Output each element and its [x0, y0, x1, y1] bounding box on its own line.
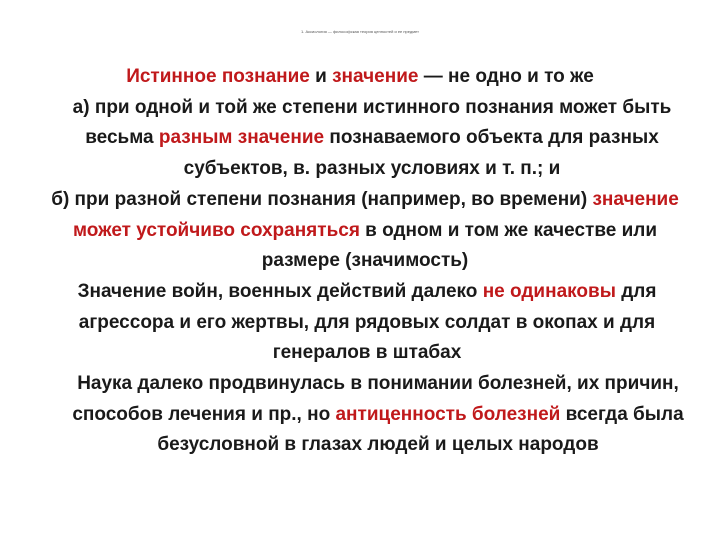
- paragraph-war: [22, 277, 698, 369]
- text-b-part2: в одном и том же качестве или размере (значимость): [261, 219, 658, 272]
- highlight-different-meaning: разным значение: [158, 127, 325, 149]
- highlight-meaning: значение: [332, 66, 419, 87]
- slide-title: 1. Аксиология — философская теория ценностей и ее предмет: [301, 29, 419, 34]
- slide-content: [22, 62, 698, 461]
- highlight-stable-meaning: значение может устойчиво сохраняться: [72, 188, 679, 241]
- paragraph-intro: [22, 62, 698, 93]
- text-war-part1: Значение войн, военных действий далеко: [77, 280, 483, 302]
- highlight-true-knowledge: Истинное познание: [126, 66, 310, 87]
- text-a-part1: а) при одной и той же степени истинного познания может быть весьма: [72, 96, 672, 149]
- highlight-not-equal: не одинаковы: [482, 280, 616, 302]
- text-not-the-same: — не одно и то же: [418, 66, 594, 87]
- paragraph-b: [22, 185, 698, 277]
- text-science-part2: всегда была безусловной в глазах людей и целых народов: [157, 403, 684, 456]
- highlight-anti-value: антиценность болезней: [335, 403, 561, 425]
- paragraph-science: [22, 369, 698, 461]
- text-science-part1: Наука далеко продвинулась в понимании болезней, их причин, способов лечения и пр., но: [72, 373, 679, 425]
- text-a-part2: познаваемого объекта для разных субъектов, в. разных условиях и т. п.; и: [183, 127, 659, 180]
- text-war-part2: для агрессора и его жертвы, для рядовых солдат в окопах и для генералов в штабах: [78, 280, 657, 364]
- paragraph-a: [22, 93, 698, 185]
- text-and: и: [309, 66, 333, 87]
- text-b-part1: б) при разной степени познания (например, во времени): [51, 188, 593, 210]
